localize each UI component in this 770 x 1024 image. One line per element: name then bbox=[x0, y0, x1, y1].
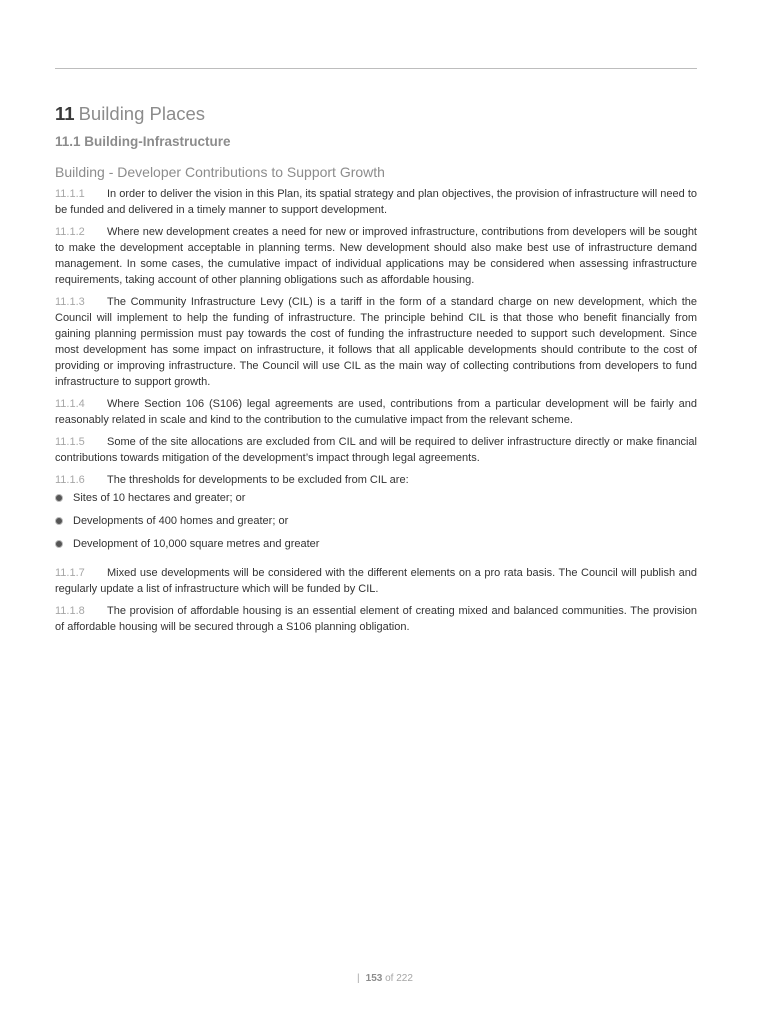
paragraph-number: 11.1.5 bbox=[55, 436, 85, 448]
header-rule bbox=[55, 68, 697, 69]
chapter-heading bbox=[55, 101, 697, 127]
paragraph-text: Mixed use developments will be considered with the different elements on a pro rata basis. The Council will publish and regularly update a list of infrastructure which will be funded by CIL. bbox=[55, 567, 697, 595]
list-item-text: Sites of 10 hectares and greater; or bbox=[73, 492, 246, 504]
list-item-text: Development of 10,000 square metres and greater bbox=[73, 538, 320, 550]
paragraph-text: Some of the site allocations are excluded from CIL and will be required to deliver infrastructure directly or make financial contributions towards mitigation of the development’s impact through legal agreements. bbox=[55, 436, 697, 464]
bullet-icon bbox=[55, 517, 63, 525]
footer-separator: | bbox=[357, 973, 360, 984]
paragraph-11-1-4 bbox=[55, 396, 697, 428]
paragraph-text: The Community Infrastructure Levy (CIL) is a tariff in the form of a standard charge on new development, which the Council will implement to help the funding of infrastructure. The principle behind CIL is that those who benefit financially from gaining planning permission must pay towards the cost of funding the infrastructure needed to support such development. Since most development has some impact on infrastructure, it follows that all applicable developments should contribute to the cost of providing or improving infrastructure. The Council will use CIL as the main way of collecting contributions from developers to fund infrastructure to support growth. bbox=[55, 296, 697, 388]
paragraph-number: 11.1.3 bbox=[55, 296, 85, 308]
chapter-title: Building Places bbox=[78, 103, 206, 124]
paragraph-number: 11.1.6 bbox=[55, 474, 85, 486]
paragraph-11-1-8 bbox=[55, 603, 697, 635]
paragraph-text: The provision of affordable housing is an essential element of creating mixed and balanced communities. The provision of affordable housing will be secured through a S106 planning obligation. bbox=[55, 605, 697, 633]
list-item bbox=[55, 513, 697, 536]
paragraph-number: 11.1.1 bbox=[55, 188, 85, 200]
paragraph-text: In order to deliver the vision in this Plan, its spatial strategy and plan objectives, the provision of infrastructure will need to be funded and delivered in a timely manner to support development. bbox=[55, 188, 697, 216]
paragraph-number: 11.1.4 bbox=[55, 398, 85, 410]
paragraph-text: Where new development creates a need for new or improved infrastructure, contributions from developers will be sought to make the development acceptable in planning terms. New development should also make best use of infrastructure demand management. In some cases, the cumulative impact of individual applications may be considered when assessing infrastructure requirements, taking account of other planning obligations such as affordable housing. bbox=[55, 226, 697, 286]
list-item bbox=[55, 490, 697, 513]
paragraph-11-1-5 bbox=[55, 434, 697, 466]
paragraph-number: 11.1.7 bbox=[55, 567, 85, 579]
subsection-heading: Building - Developer Contributions to Support Growth bbox=[55, 164, 385, 180]
page-footer bbox=[0, 972, 770, 986]
paragraph-number: 11.1.8 bbox=[55, 605, 85, 617]
threshold-list bbox=[55, 490, 697, 559]
current-page-number: 153 bbox=[365, 973, 383, 984]
paragraph-11-1-7 bbox=[55, 565, 697, 597]
paragraph-text: The thresholds for developments to be excluded from CIL are: bbox=[107, 474, 409, 486]
section-heading: 11.1 Building-Infrastructure bbox=[55, 134, 231, 149]
list-item-text: Developments of 400 homes and greater; or bbox=[73, 515, 289, 527]
page-content bbox=[55, 101, 697, 635]
list-item bbox=[55, 536, 697, 559]
paragraph-text: Where Section 106 (S106) legal agreements are used, contributions from a particular development will be fairly and reasonably related in scale and kind to the contribution to the cumulative impact from the relevant scheme. bbox=[55, 398, 697, 426]
paragraph-11-1-3 bbox=[55, 294, 697, 390]
bullet-icon bbox=[55, 494, 63, 502]
paragraph-11-1-2 bbox=[55, 224, 697, 288]
chapter-number: 11 bbox=[55, 103, 75, 124]
paragraph-11-1-1 bbox=[55, 186, 697, 218]
paragraph-11-1-6 bbox=[55, 472, 697, 488]
total-pages: of 222 bbox=[385, 973, 413, 984]
bullet-icon bbox=[55, 540, 63, 548]
paragraph-number: 11.1.2 bbox=[55, 226, 85, 238]
